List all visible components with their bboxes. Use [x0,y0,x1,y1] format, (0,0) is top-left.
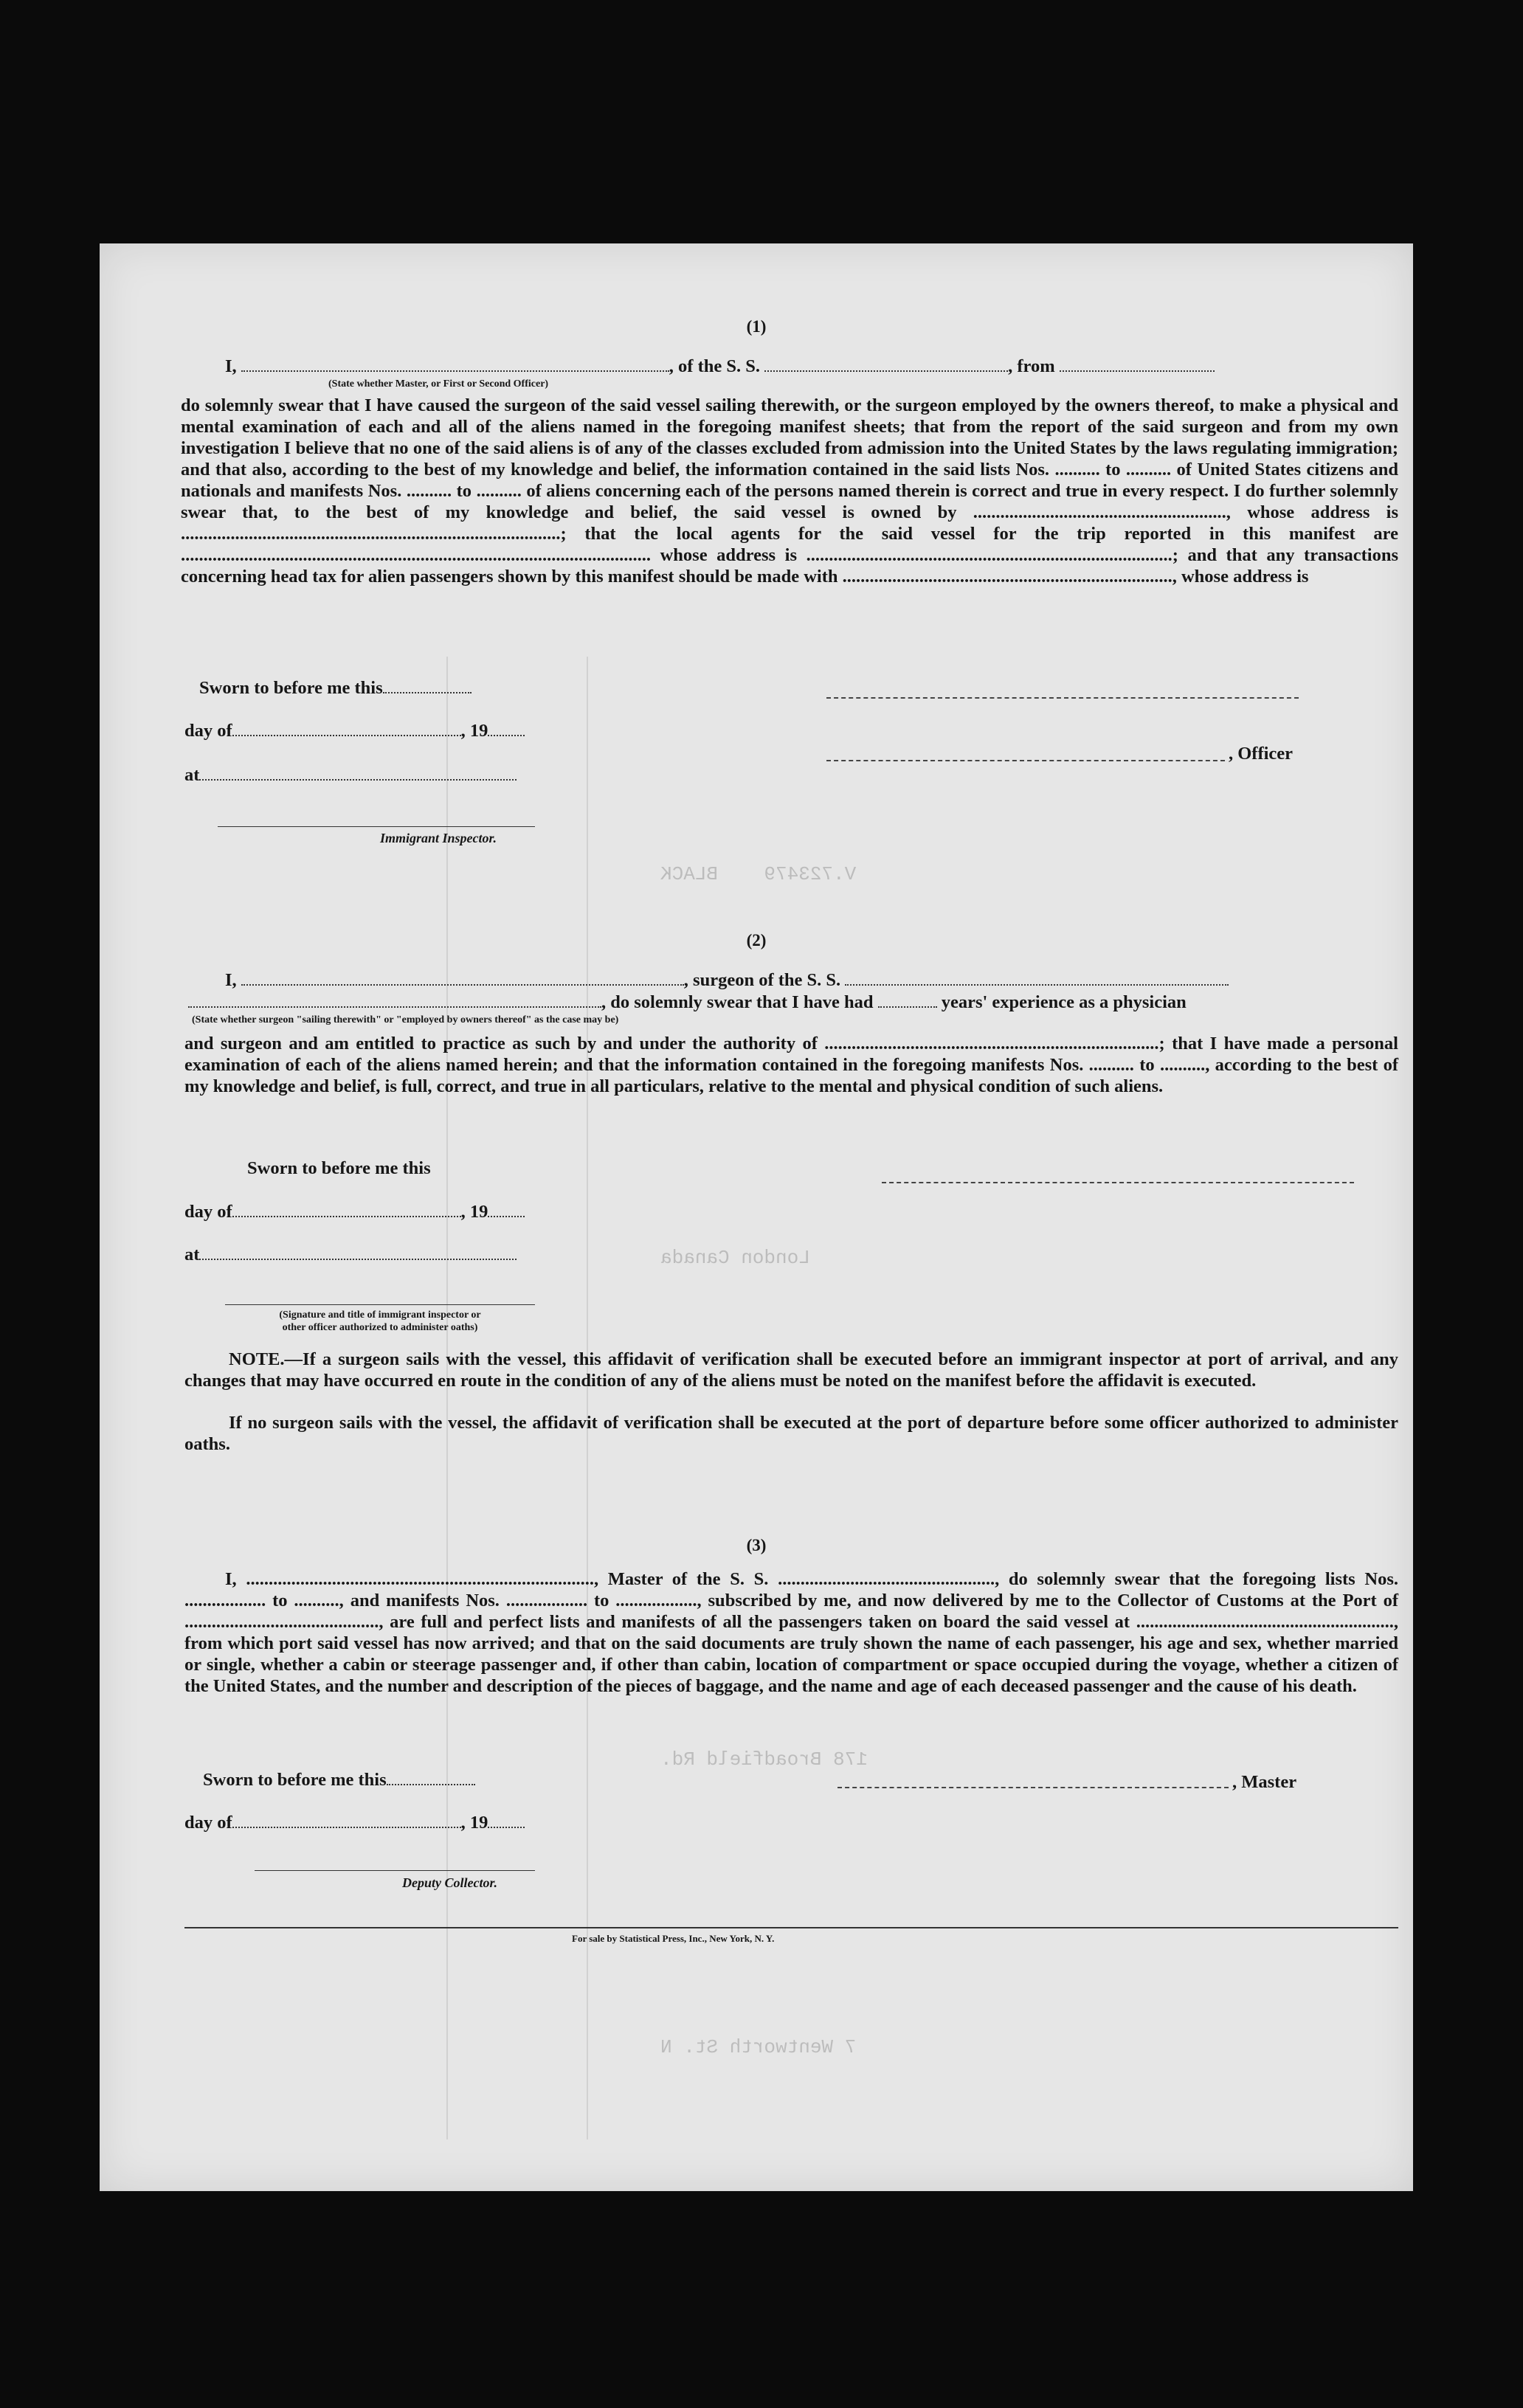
surgeon-caption: (State whether surgeon "sailing therewith" or "employed by owners thereof" as the case may be) [192,1014,619,1025]
section-1-sworn: Sworn to before me this [199,677,472,699]
section-1-at: at [184,764,517,786]
printer-note: For sale by Statistical Press, Inc., New York, N. Y. [572,1933,775,1944]
inspector-signature-line [218,826,535,827]
officer-signature-line-2 [826,760,1225,761]
note-paragraph-1: NOTE.—If a surgeon sails with the vessel, this affidavit of verification shall be executed before an immigrant inspector at port of arrival, and any changes that may have occurred en route in the condition of any of the aliens must be noted on the manifest before the affidavit is executed. [184,1349,1398,1391]
footer-rule [184,1927,1398,1928]
surgeon-signature-line [882,1182,1354,1183]
collector-signature-line [255,1870,535,1871]
master-signature-line [838,1787,1229,1788]
section-2-signature-caption: (Signature and title of immigrant inspector or other officer authorized to administer oaths) [279,1309,481,1333]
section-2-number: (2) [746,931,767,949]
section-2-years-line: , do solemnly swear that I have had years' experience as a physician [188,992,1187,1013]
officer-label: , Officer [1229,744,1294,764]
section-1-day-of: day of , 19 [184,720,525,741]
section-2-paragraph: and surgeon and am entitled to practice as such by and under the authority of ..........................................................................; that I have made a personal examination of each of the aliens named herein; and that the information contained in the foregoing manifests Nos. .......... to .........., according to the best of my knowledge and belief, is full, correct, and true in all particulars, relative to the mental and physical condition of such aliens. [184,1034,1398,1096]
officer-signature-line-1 [826,697,1299,699]
section-3-sworn: Sworn to before me this [203,1769,475,1791]
section-3-day-of: day of , 19 [184,1812,525,1833]
bleed-through: 178 Broadfield Rd. [660,1748,868,1771]
section-1-oath-line: I, , of the S. S. , from [225,356,1215,377]
note-paragraph-2: If no surgeon sails with the vessel, the affidavit of verification shall be executed at the port of departure before some officer authorized to administer oaths. [184,1413,1398,1454]
section-1-number: (1) [746,317,767,336]
column-rule [446,657,448,2139]
manifest-page [100,243,1413,2191]
section-3-paragraph: I, ............................................................................., Master of the S. S. ................................................, do solemnly swear that the foregoing lists Nos. .................. to .........., and manifests Nos. .................. to .................., subscribed by me, and now delivered by me to the Collector of Customs at the Port of ..........................................., are full and perfect lists and manifests of all the passengers taken on board the said vessel at ........................................................., from which port said vessel has now arrived; and that on the said documents are truly shown the name of each passenger, his age and sex, whether married or single, whether a cabin or steerage passenger and, if other than cabin, location of compartment or space occupied during the voyage, whether a citizen of the United States, and the number and description of the pieces of baggage, and the name and age of each deceased passenger and the cause of his death. [184,1569,1398,1696]
section-2-oath-line: I, , surgeon of the S. S. [225,969,1229,991]
bleed-through: London Canada [660,1247,810,1269]
column-rule [587,657,588,2139]
section-2-day-of: day of , 19 [184,1201,525,1222]
master-label: , Master [1232,1772,1297,1792]
section-3-number: (3) [746,1536,767,1554]
section-2-sworn: Sworn to before me this [247,1158,431,1178]
section-2-at: at [184,1244,517,1265]
collector-label: Deputy Collector. [402,1875,497,1890]
bleed-through: 7 Wentworth St. N [660,2036,857,2058]
role-caption: (State whether Master, or First or Second Officer) [328,378,549,390]
inspector-label: Immigrant Inspector. [380,831,497,845]
section-2-signature-line [225,1304,535,1305]
section-1-paragraph: do solemnly swear that I have caused the surgeon of the said vessel sailing therewith, or the surgeon employed by the owners thereof, to make a physical and mental examination of each and all of the aliens named in the foregoing manifest sheets; that from the report of the said surgeon and from my own investigation I believe that no one of the said aliens is of any of the classes excluded from admission into the United States by the laws regulating immigration; and that also, according to the best of my knowledge and belief, the information contained in the said lists Nos. .......... to .......... of United States citizens and nationals and manifests Nos. .......... to .......... of aliens concerning each of the persons named therein is correct and true in every respect. I do further solemnly swear that, to the best of my knowledge and belief, the said vessel is owned by ........................................................, whose address is ....................................................................................; that the local agents for the said vessel for the trip reported in this manifest are ........................................................................................................ whose address is .................................................................................; and that any transactions concerning head tax for alien passengers shown by this manifest should be made with ........................................................................., whose address is [181,395,1398,587]
bleed-through: V.723479 BLACK [660,863,857,885]
